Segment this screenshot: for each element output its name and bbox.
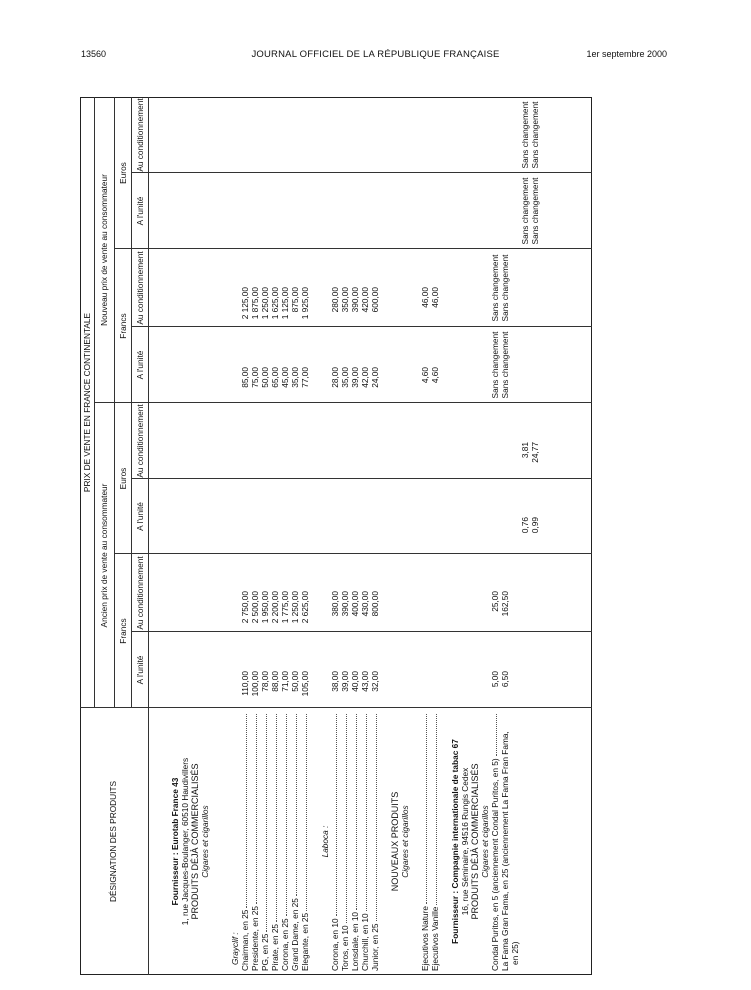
cell [290,329,300,401]
supplier2-address: 16, rue Séminaire, 94516 Rungis Cedex [460,767,470,916]
cell: 400,00 [350,591,360,617]
cell-value: 24,00 [370,367,380,388]
item-label: Grand Dame, en 25 [290,898,300,971]
item-label: Toros, en 10 [340,925,350,971]
list-item [340,712,350,971]
cell [270,329,280,401]
cell: 50,00 [290,671,300,692]
item-label: Churchill, en 10 [360,913,370,971]
cell [280,329,290,401]
cell: 380,00 [330,591,340,617]
list-item [500,712,510,971]
cell [330,329,340,401]
cell-value: 46,00 [430,287,440,308]
cell [330,251,340,325]
cell-value: 4,60 [430,367,440,384]
old-francs-header: Francs [118,618,128,644]
journal-title: JOURNAL OFFICIEL DE LA RÉPUBLIQUE FRANÇAISE [251,49,500,60]
list-item [330,712,340,971]
cell: 25,00 [490,591,500,612]
cell-value: 77,00 [300,367,310,388]
cell-value: 1 875,00 [250,287,260,320]
list-item [300,712,310,971]
list-item [430,712,440,971]
brand-grayclif: Grayclif : [230,932,240,965]
cell: 2 625,00 [300,591,310,624]
cell: Sans changement [530,101,540,169]
list-item [360,712,370,971]
old-fr-unit-column [150,671,510,705]
cell-value: 1 925,00 [300,287,310,320]
col-new-fr-unit: A l'unité [135,350,145,380]
cell: Sans changement [500,254,510,322]
supplier1-section: PRODUITS DÉJÀ COMMERCIALISÉS [190,763,200,920]
col-old-fr-cond: Au conditionnement [135,556,145,630]
item-label: PG, en 25 [260,933,270,971]
cell: Sans changement [530,177,540,245]
cell [260,251,270,325]
item-label: Ejecutivos Nature [420,905,430,971]
cell-value: 65,00 [270,367,280,388]
cell-value: 390,00 [350,287,360,313]
cell: 0,99 [530,517,540,534]
brand-laboca: Laboca : [320,825,330,858]
cell: 39,00 [340,671,350,692]
cell [370,329,380,401]
cell [250,251,260,325]
new-fr-unit-column [150,329,510,401]
cell [420,329,430,401]
cell-value: 28,00 [330,367,340,388]
cell-value: 1 125,00 [280,287,290,320]
cell [360,329,370,401]
cell-value: 42,00 [360,367,370,388]
designation-header: DÉSIGNATION DES PRODUITS [108,780,118,903]
new-eu-unit-column [150,175,540,247]
cell [280,251,290,325]
supplier1-category2: Cigares et cigarillos [400,805,410,878]
cell: 800,00 [370,591,380,617]
list-item [290,712,300,971]
cell-value: 75,00 [250,367,260,388]
cell [270,251,280,325]
cell: 1 250,00 [290,591,300,624]
cell: Sans changement [490,254,500,322]
item-label: Pirate, en 25 [270,923,280,971]
item-label: Corona, en 10 [330,918,340,971]
cell [300,329,310,401]
cell [260,329,270,401]
cell-value: 600,00 [370,287,380,313]
cell [360,251,370,325]
cell [250,329,260,401]
old-eu-unit-column [150,517,540,551]
new-fr-cond-column [150,251,510,325]
old-price-header: Ancien prix de vente au consommateur [99,483,109,628]
supplier1-address: 1, rue Jacques-Boulanger, 60510 Haudivillers [180,757,190,926]
cell: 3,81 [520,442,530,459]
old-eu-cond-column [150,442,540,476]
supplier1-name: Fournisseur : Eurotab France 43 [170,777,180,906]
cell: 71,00 [280,671,290,692]
cell: 1 775,00 [280,591,290,624]
cell [240,329,250,401]
item-label: Presidente, en 25 [250,905,260,971]
cell: 32,00 [370,671,380,692]
cell: 40,00 [350,671,360,692]
list-item [490,712,500,971]
cell: 2 500,00 [250,591,260,624]
old-fr-cond-column [150,591,510,629]
cell: 430,00 [360,591,370,617]
cell: 43,00 [360,671,370,692]
item-label: La Fama Gran Fama, en 25 (anciennement La Fama Fran Fama, [500,731,510,971]
list-item [260,712,270,971]
cell-value: 420,00 [360,287,370,313]
cell [240,251,250,325]
cell: 6,50 [500,671,510,688]
col-new-eu-unit: A l'unité [135,196,145,226]
cell-value: 2 125,00 [240,287,250,320]
cell-value: 45,00 [280,367,290,388]
supplier2-category: Cigares et cigarillos [480,805,490,878]
list-item [280,712,290,971]
cell-value: 35,00 [340,367,350,388]
cell: Sans changement [520,177,530,245]
cell: Sans changement [500,331,510,399]
cell: 390,00 [340,591,350,617]
cell: Sans changement [490,331,500,399]
supplier1-section2: NOUVEAUX PRODUITS [390,791,400,892]
cell-value: 35,00 [290,367,300,388]
issue-date: 1er septembre 2000 [586,49,667,59]
list-item [370,712,380,971]
cell [430,251,440,325]
rotated-table [80,97,592,975]
cell: 162,50 [500,591,510,617]
col-old-eu-unit: A l'unité [135,502,145,531]
col-new-fr-cond: Au conditionnement [135,251,145,325]
item-label: Lonsdale, en 10 [350,911,360,971]
item-label: Corona, en 25 [280,918,290,971]
cell-value: 1 250,00 [260,287,270,320]
item-label: Junior, en 25 [370,923,380,971]
supplier2-name: Fournisseur : Compagnie internationale de tabac 67 [450,739,460,944]
cell [340,329,350,401]
list-item [240,712,250,971]
cell [350,329,360,401]
cell [370,251,380,325]
item-label: Condal Puritos, en 5 (anciennement Condal Puritos, en 5) [490,758,500,971]
cell [430,329,440,401]
cell: 2 750,00 [240,591,250,624]
item-label: Chairman, en 25 [240,909,250,971]
page-number: 13560 [81,49,107,59]
cell-value: 50,00 [260,367,270,388]
item-label: Elegante, en 25 [300,912,310,971]
cell [420,251,430,325]
cell-value: 875,00 [290,287,300,313]
cell: 78,00 [260,671,270,692]
cell: 24,77 [530,442,540,463]
list-item [420,712,430,971]
new-eu-cond-column [150,99,540,171]
cell [350,251,360,325]
cell: 110,00 [240,671,250,696]
item-label-cont: en 25) [510,941,520,965]
cell: Sans changement [520,101,530,169]
col-old-fr-unit: A l'unité [135,655,145,685]
new-euros-header: Euros [118,162,128,184]
list-item [270,712,280,971]
price-title: PRIX DE VENTE EN FRANCE CONTINENTALE [82,312,92,493]
new-price-header: Nouveau prix de vente au consommateur [99,174,109,326]
list-item [250,712,260,971]
cell-value: 280,00 [330,287,340,313]
cell: 100,00 [250,671,260,697]
cell: 2 200,00 [270,591,280,624]
cell-value: 85,00 [240,367,250,388]
old-euros-header: Euros [118,467,128,490]
col-old-eu-cond: Au conditionnement [135,404,145,478]
designation-column [150,712,520,971]
cell: 105,00 [300,671,310,697]
item-label: Ejecutivos Vanille [430,906,440,971]
cell-value: 4,60 [420,367,430,384]
cell: 5,00 [490,671,500,688]
cell: 0,76 [520,517,530,534]
list-item [350,712,360,971]
cell [340,251,350,325]
cell-value: 1 625,00 [270,287,280,320]
cell [290,251,300,325]
col-new-eu-cond: Au conditionnement [135,98,145,172]
supplier1-category: Cigares et cigarillos [200,805,210,878]
cell [300,251,310,325]
supplier2-section: PRODUITS DÉJÀ COMMERCIALISÉS [470,763,480,920]
cell-value: 46,00 [420,287,430,308]
cell-value: 39,00 [350,367,360,388]
cell: 1 950,00 [260,591,270,624]
new-francs-header: Francs [118,313,128,339]
cell: 38,00 [330,671,340,692]
cell: 88,00 [270,671,280,692]
cell-value: 350,00 [340,287,350,313]
